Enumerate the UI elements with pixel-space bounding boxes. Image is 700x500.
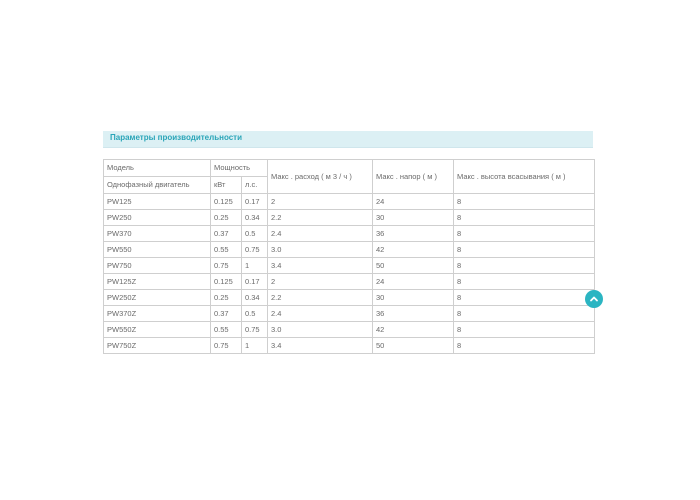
cell-flow: 2.4 — [268, 226, 373, 242]
header-power: Мощность — [211, 160, 268, 177]
cell-hp: 0.17 — [242, 274, 268, 290]
cell-flow: 2.4 — [268, 306, 373, 322]
cell-hp: 0.5 — [242, 226, 268, 242]
cell-suction: 8 — [454, 194, 595, 210]
section-header — [103, 131, 593, 148]
cell-hp: 1 — [242, 338, 268, 354]
cell-hp: 0.17 — [242, 194, 268, 210]
cell-model: PW125 — [104, 194, 211, 210]
cell-model: PW125Z — [104, 274, 211, 290]
cell-kw: 0.25 — [211, 210, 242, 226]
cell-kw: 0.125 — [211, 194, 242, 210]
cell-kw: 0.55 — [211, 322, 242, 338]
chevron-up-icon — [589, 294, 599, 304]
cell-hp: 0.75 — [242, 242, 268, 258]
cell-head: 50 — [373, 258, 454, 274]
cell-head: 42 — [373, 242, 454, 258]
cell-flow: 2 — [268, 194, 373, 210]
cell-model: PW550 — [104, 242, 211, 258]
header-model: Модель — [104, 160, 211, 177]
cell-kw: 0.55 — [211, 242, 242, 258]
cell-hp: 0.75 — [242, 322, 268, 338]
cell-head: 30 — [373, 290, 454, 306]
cell-head: 42 — [373, 322, 454, 338]
cell-model: PW370 — [104, 226, 211, 242]
cell-model: PW550Z — [104, 322, 211, 338]
cell-suction: 8 — [454, 258, 595, 274]
cell-flow: 3.0 — [268, 322, 373, 338]
cell-flow: 3.0 — [268, 242, 373, 258]
table-row — [104, 338, 595, 354]
section-title: Параметры производительности — [110, 133, 243, 142]
table-row — [104, 274, 595, 290]
table-row — [104, 258, 595, 274]
cell-suction: 8 — [454, 210, 595, 226]
performance-table — [103, 159, 595, 354]
table-row — [104, 242, 595, 258]
cell-flow: 3.4 — [268, 258, 373, 274]
cell-head: 50 — [373, 338, 454, 354]
cell-flow: 2.2 — [268, 290, 373, 306]
cell-head: 24 — [373, 274, 454, 290]
table-header-row — [104, 160, 595, 177]
cell-head: 36 — [373, 226, 454, 242]
cell-kw: 0.37 — [211, 226, 242, 242]
cell-head: 24 — [373, 194, 454, 210]
header-head: Макс . напор ( м ) — [373, 160, 454, 194]
cell-hp: 0.34 — [242, 290, 268, 306]
cell-suction: 8 — [454, 322, 595, 338]
cell-kw: 0.25 — [211, 290, 242, 306]
cell-model: PW750Z — [104, 338, 211, 354]
cell-suction: 8 — [454, 290, 595, 306]
header-suction: Макс . высота всасывания ( м ) — [454, 160, 595, 194]
cell-flow: 2.2 — [268, 210, 373, 226]
cell-suction: 8 — [454, 226, 595, 242]
cell-suction: 8 — [454, 338, 595, 354]
cell-suction: 8 — [454, 242, 595, 258]
cell-flow: 2 — [268, 274, 373, 290]
cell-head: 36 — [373, 306, 454, 322]
cell-model: PW250Z — [104, 290, 211, 306]
header-motor-type: Однофазный двигатель — [104, 177, 211, 194]
cell-model: PW250 — [104, 210, 211, 226]
header-flow: Макс . расход ( м 3 / ч ) — [268, 160, 373, 194]
table-row — [104, 306, 595, 322]
header-hp: л.с. — [242, 177, 268, 194]
cell-head: 30 — [373, 210, 454, 226]
cell-kw: 0.125 — [211, 274, 242, 290]
cell-model: PW750 — [104, 258, 211, 274]
cell-hp: 0.5 — [242, 306, 268, 322]
cell-kw: 0.75 — [211, 338, 242, 354]
table-row — [104, 194, 595, 210]
cell-flow: 3.4 — [268, 338, 373, 354]
header-kw: кВт — [211, 177, 242, 194]
cell-hp: 1 — [242, 258, 268, 274]
table-row — [104, 290, 595, 306]
scroll-to-top-button[interactable] — [585, 290, 603, 308]
table-row — [104, 226, 595, 242]
cell-model: PW370Z — [104, 306, 211, 322]
cell-suction: 8 — [454, 274, 595, 290]
table-row — [104, 322, 595, 338]
cell-hp: 0.34 — [242, 210, 268, 226]
table-row — [104, 210, 595, 226]
cell-kw: 0.75 — [211, 258, 242, 274]
cell-suction: 8 — [454, 306, 595, 322]
cell-kw: 0.37 — [211, 306, 242, 322]
